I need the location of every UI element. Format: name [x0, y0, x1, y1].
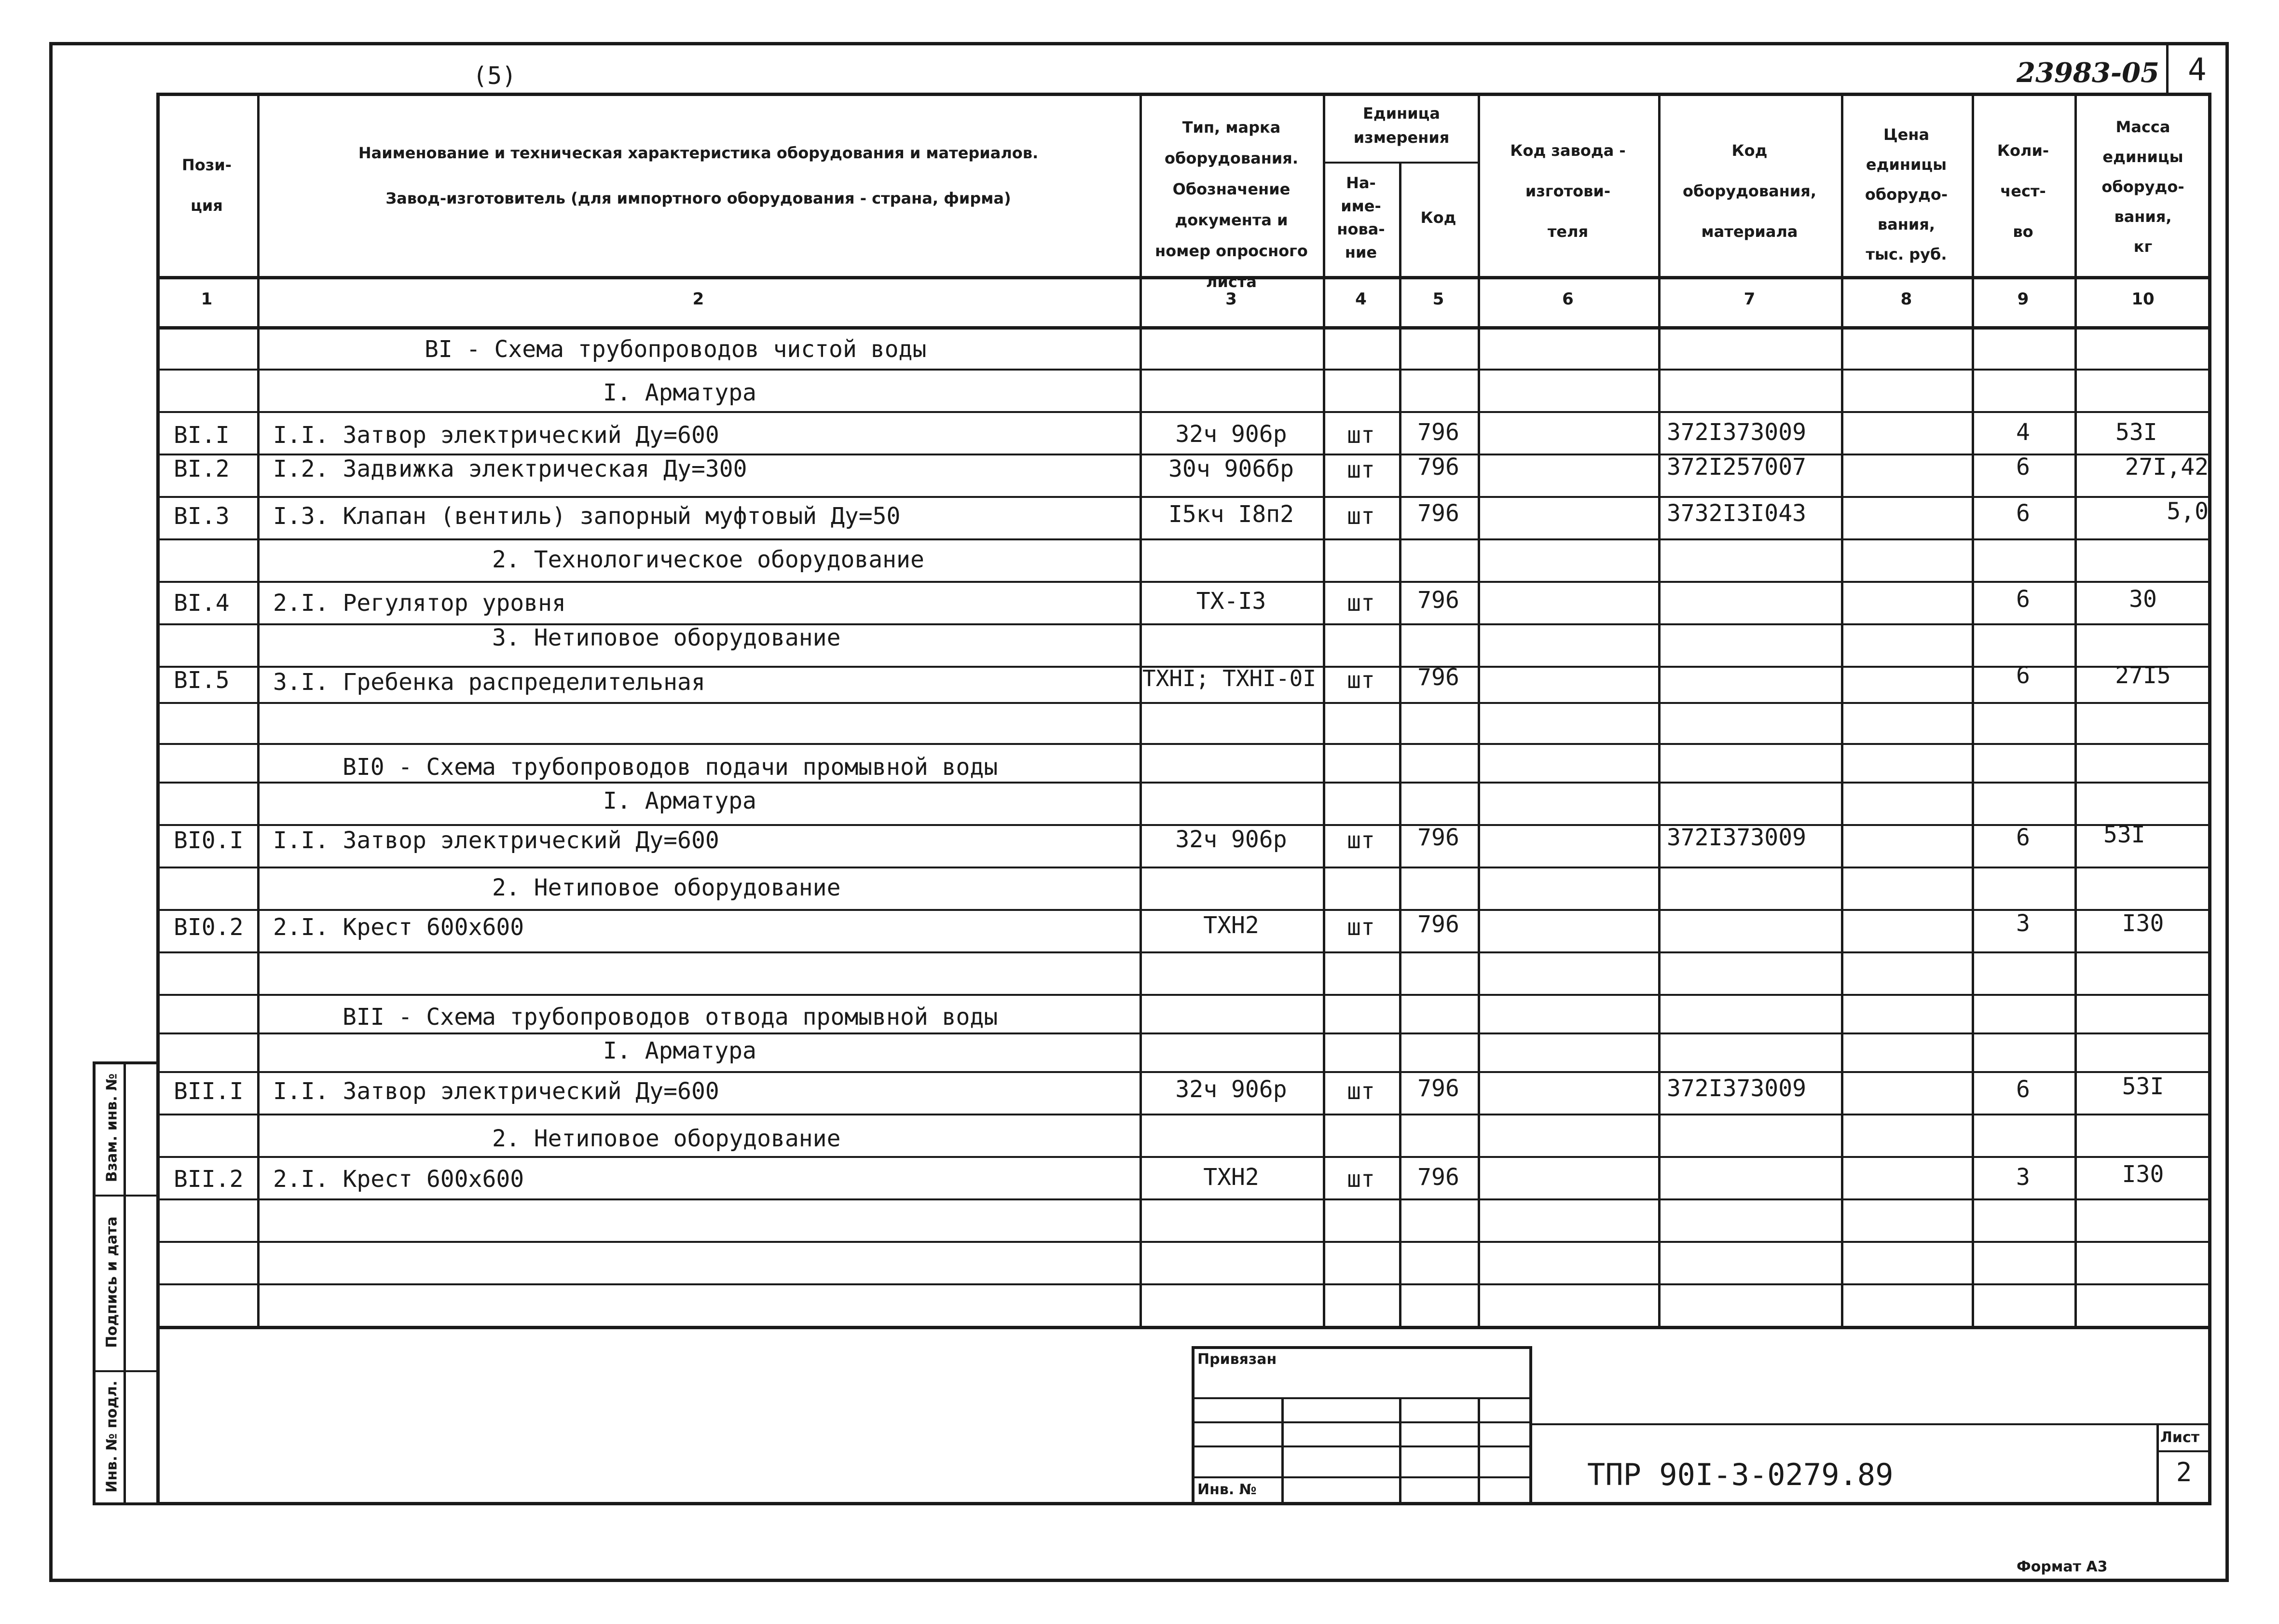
table-row-type: 32ч 906р [1175, 1076, 1287, 1103]
table-row-mass: 27I,42 [2125, 454, 2209, 481]
header-price: Цена единицы оборудо- вания, тыс. руб. [1865, 125, 1948, 263]
format-label: Формат А3 [2017, 1558, 2108, 1575]
page-label: (5) [473, 62, 517, 90]
table-row-equipment-code: 3732I3I043 [1667, 500, 1806, 527]
header-unit: Единица измерения [1353, 104, 1450, 147]
row-line [156, 743, 2211, 745]
row-line [156, 1071, 2211, 1073]
header-type: Тип, марка оборудования. Обозначение документа и номер опросного листа [1155, 118, 1308, 291]
table-row-unit: шт [1347, 422, 1375, 449]
section-subtitle: I. Арматура [603, 787, 756, 814]
table-row-quantity: 3 [2016, 1164, 2030, 1191]
table-row-equipment-code: 372I373009 [1667, 419, 1806, 446]
table-row-mass: 53I [2103, 821, 2145, 848]
table-row-position: BII.I [174, 1078, 244, 1105]
tied-divider [1281, 1397, 1284, 1505]
table-row-quantity: 6 [2016, 500, 2030, 527]
table-row-name: 2.I. Крест 600х600 [273, 914, 524, 941]
corner-number: 4 [2188, 52, 2207, 88]
sheet-number: 2 [2176, 1457, 2192, 1487]
inventory-number-label: Инв. № [1197, 1481, 1257, 1498]
table-row-type: 32ч 906р [1175, 421, 1287, 448]
table-row-position: BI.5 [174, 667, 230, 694]
table-row-mass: I30 [2122, 1161, 2164, 1188]
section-title: BII - Схема трубопроводов отвода промывной воды [343, 1004, 998, 1031]
table-row-unit-code: 796 [1417, 911, 1459, 938]
table-row-quantity: 3 [2016, 910, 2030, 937]
table-row-name: 2.I. Регулятор уровня [273, 590, 566, 617]
tied-line [1192, 1476, 1532, 1478]
table-row-type: ТХНI; ТХНI-0I [1142, 665, 1317, 691]
table-row-position: BI.2 [174, 455, 230, 482]
tied-divider [1399, 1397, 1401, 1505]
table-row-name: I.3. Клапан (вентиль) запорный муфтовый Ду=50 [273, 503, 901, 530]
tied-divider [1478, 1397, 1480, 1505]
table-row-unit: шт [1347, 667, 1375, 694]
section-title: BI - Схема трубопроводов чистой воды [425, 336, 927, 363]
table-row-type: ТХ-I3 [1196, 588, 1266, 615]
table-row-mass: 27I5 [2115, 662, 2171, 689]
table-row-quantity: 6 [2016, 1076, 2030, 1103]
section-subtitle: 2. Нетиповое оборудование [492, 874, 841, 901]
header-quantity: Коли- чест- во [1997, 141, 2049, 241]
col-number-6: 6 [1562, 289, 1574, 309]
tied-label: Привязан [1197, 1351, 1277, 1368]
table-row-unit: шт [1347, 914, 1375, 941]
col-number-3: 3 [1225, 289, 1237, 309]
header-name-line2: Завод-изготовитель (для импортного оборудования - страна, фирма) [385, 189, 1011, 207]
section-subtitle: 2. Технологическое оборудование [492, 546, 924, 573]
section-subtitle: 2. Нетиповое оборудование [492, 1125, 841, 1152]
col-number-5: 5 [1432, 289, 1444, 309]
side-label-signature: Подпись и дата [103, 1216, 121, 1348]
table-row-equipment-code: 372I373009 [1667, 824, 1806, 851]
col-number-2: 2 [692, 289, 704, 309]
row-line [156, 623, 2211, 625]
section-subtitle: 3. Нетиповое оборудование [492, 624, 841, 651]
row-line [156, 1032, 2211, 1034]
table-row-name: I.I. Затвор электрический Ду=600 [273, 422, 719, 449]
side-label-original: Инв. № подл. [103, 1380, 121, 1493]
table-row-unit-code: 796 [1417, 500, 1459, 527]
row-line [156, 1114, 2211, 1115]
table-bottom-line [156, 1326, 2211, 1329]
row-line [156, 867, 2211, 868]
table-row-quantity: 6 [2016, 824, 2030, 851]
table-row-name: I.I. Затвор электрический Ду=600 [273, 1078, 719, 1105]
table-row-name: I.2. Задвижка электрическая Ду=300 [273, 455, 747, 482]
table-row-quantity: 6 [2016, 586, 2030, 613]
row-line [156, 782, 2211, 784]
section-subtitle: I. Арматура [603, 1037, 756, 1064]
corner-divider [2166, 42, 2169, 96]
header-unit-code: Код [1420, 208, 1456, 227]
header-position: Пози- ция [181, 156, 232, 215]
col-number-10: 10 [2131, 289, 2155, 309]
col-number-4: 4 [1355, 289, 1367, 309]
table-row-unit-code: 796 [1417, 1075, 1459, 1102]
header-mass: Масса единицы оборудо- вания, кг [2101, 118, 2184, 256]
row-line [156, 702, 2211, 704]
table-row-unit: шт [1347, 827, 1375, 854]
table-row-unit: шт [1347, 590, 1375, 617]
table-row-name: 3.I. Гребенка распределительная [273, 669, 705, 696]
table-row-mass: I30 [2122, 910, 2164, 937]
row-line [156, 1283, 2211, 1285]
table-row-quantity: 4 [2016, 419, 2030, 446]
row-line [156, 369, 2211, 371]
col-number-9: 9 [2017, 289, 2029, 309]
table-row-equipment-code: 372I257007 [1667, 454, 1806, 481]
row-line [156, 1241, 2211, 1243]
table-row-unit: шт [1347, 456, 1375, 483]
table-row-type: 32ч 906р [1175, 826, 1287, 853]
section-title: BI0 - Схема трубопроводов подачи промывной воды [343, 754, 998, 781]
archive-number: 23983-05 [2017, 57, 2159, 89]
table-row-name: 2.I. Крест 600х600 [273, 1166, 524, 1193]
unit-sub-line [1323, 162, 1478, 164]
section-subtitle: I. Арматура [603, 379, 756, 406]
table-row-mass: 5,0 [2167, 498, 2209, 525]
table-row-type: ТХН2 [1203, 1164, 1259, 1191]
header-unit-name: На- име- нова- ние [1337, 174, 1385, 261]
row-line [156, 581, 2211, 583]
table-row-mass: 53I [2115, 419, 2157, 446]
col-number-8: 8 [1900, 289, 1912, 309]
header-equipment-code: Код оборудования, материала [1683, 141, 1816, 241]
side-strip-line [93, 1370, 156, 1372]
table-row-type: 30ч 906бр [1168, 455, 1294, 482]
table-row-position: BII.2 [174, 1166, 244, 1193]
row-line [156, 496, 2211, 498]
table-row-unit: шт [1347, 1166, 1375, 1193]
table-row-unit-code: 796 [1417, 1164, 1459, 1191]
table-row-position: BI0.2 [174, 914, 244, 941]
sheet-line [2156, 1450, 2211, 1452]
table-row-mass: 53I [2122, 1073, 2164, 1100]
table-row-unit: шт [1347, 503, 1375, 530]
table-row-position: BI.3 [174, 503, 230, 530]
row-line [156, 951, 2211, 953]
tied-line [1192, 1445, 1532, 1447]
col-number-1: 1 [201, 289, 213, 309]
table-row-quantity: 6 [2016, 662, 2030, 689]
table-row-position: BI.I [174, 422, 230, 449]
title-line [1532, 1423, 2211, 1425]
table-row-position: BI0.I [174, 827, 244, 854]
side-label-replace: Взам. инв. № [103, 1073, 121, 1183]
table-row-position: BI.4 [174, 590, 230, 617]
numbers-bottom-line [156, 326, 2211, 330]
table-row-type: I5кч I8п2 [1168, 501, 1294, 528]
sheet-label: Лист [2160, 1429, 2200, 1446]
row-line [156, 411, 2211, 413]
row-line [156, 538, 2211, 540]
side-strip-divider [124, 1061, 126, 1505]
table-row-mass: 30 [2129, 586, 2157, 613]
table-row-name: I.I. Затвор электрический Ду=600 [273, 827, 719, 854]
row-line [156, 1198, 2211, 1200]
table-row-unit: шт [1347, 1078, 1375, 1105]
table-row-unit-code: 796 [1417, 664, 1459, 691]
table-row-unit-code: 796 [1417, 454, 1459, 481]
header-name-line1: Наименование и техническая характеристика оборудования и материалов. [358, 144, 1039, 162]
row-line [156, 994, 2211, 996]
document-code: ТПР 90I-3-0279.89 [1587, 1457, 1894, 1492]
table-row-type: ТХН2 [1203, 912, 1259, 939]
col-number-7: 7 [1744, 289, 1756, 309]
table-row-unit-code: 796 [1417, 587, 1459, 614]
row-line [156, 1156, 2211, 1158]
table-row-unit-code: 796 [1417, 824, 1459, 851]
table-row-equipment-code: 372I373009 [1667, 1075, 1806, 1102]
table-row-unit-code: 796 [1417, 419, 1459, 446]
side-strip-line [93, 1195, 156, 1197]
tied-line [1192, 1421, 1532, 1423]
tied-line [1192, 1397, 1532, 1399]
table-row-quantity: 6 [2016, 454, 2030, 481]
header-plant-code: Код завода - изготови- теля [1510, 141, 1626, 241]
